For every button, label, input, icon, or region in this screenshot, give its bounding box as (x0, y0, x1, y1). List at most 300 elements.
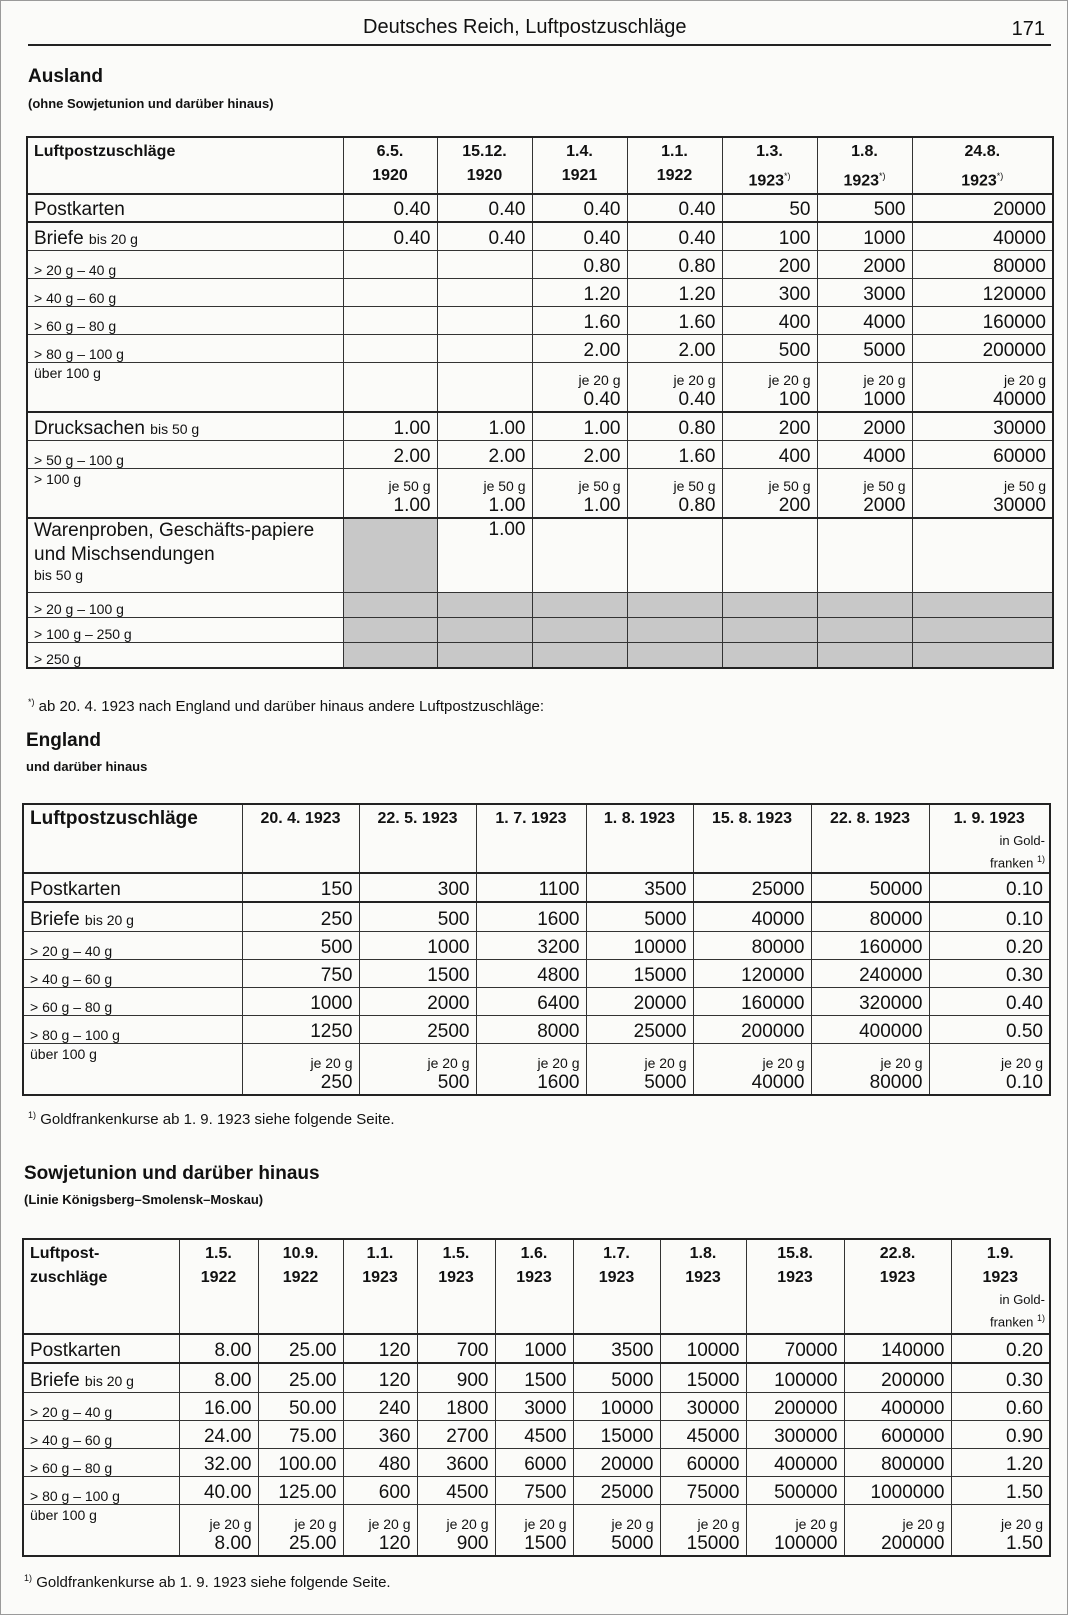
table-row (23, 987, 1050, 1015)
cell: 25000 (693, 873, 811, 902)
cell: 0.10 (929, 873, 1050, 902)
cell (437, 250, 532, 278)
cell: 1.00 (343, 412, 437, 440)
cell: je 20 g 25.00 (258, 1504, 343, 1556)
cell: 1.00 (437, 412, 532, 440)
running-header (28, 16, 1051, 46)
column-date: 1.8. 1923*) (817, 137, 912, 194)
cell: 10000 (586, 931, 693, 959)
column-date-gold: 1.9. 1923 in Gold- franken $^{1)}$ (951, 1239, 1050, 1334)
table-ausland (26, 136, 1054, 669)
cell: 500 (242, 931, 359, 959)
cell: je 20 g 1000 (817, 362, 912, 412)
column-date: 20. 4. 1923 (242, 804, 359, 873)
cell-shaded (722, 617, 817, 642)
cell: 240000 (811, 959, 929, 987)
cell: je 50 g 2000 (817, 468, 912, 518)
cell: 3000 (817, 278, 912, 306)
cell-shaded (627, 617, 722, 642)
cell: 10000 (573, 1392, 660, 1420)
cell: je 20 g 40000 (912, 362, 1053, 412)
cell: 1.60 (627, 440, 722, 468)
row-label: > 50 g – 100 g (27, 440, 343, 468)
cell-shaded (912, 617, 1053, 642)
cell-shaded (343, 592, 437, 617)
cell: 50000 (811, 873, 929, 902)
cell: je 20 g 200000 (844, 1504, 951, 1556)
column-date: 15.8. 1923 (746, 1239, 844, 1334)
cell: 240 (343, 1392, 417, 1420)
table-row (27, 194, 1053, 222)
cell: je 20 g 100000 (746, 1504, 844, 1556)
cell-shaded (343, 518, 437, 592)
cell: je 50 g 0.80 (627, 468, 722, 518)
cell: je 20 g 500 (359, 1043, 476, 1095)
cell: 0.40 (627, 222, 722, 250)
cell: je 20 g 0.10 (929, 1043, 1050, 1095)
cell (532, 518, 627, 592)
cell: 500 (359, 902, 476, 931)
cell: 1500 (359, 959, 476, 987)
row-label: > 250 g (27, 642, 343, 668)
table-row (27, 617, 1053, 642)
footnote-england: $^{1)}$ Goldfrankenkurse ab 1. 9. 1923 siehe folgende Seite. (28, 1110, 395, 1128)
row-label: > 20 g – 40 g (23, 931, 242, 959)
table-row (23, 931, 1050, 959)
cell: 200000 (844, 1363, 951, 1392)
table-row (23, 1043, 1050, 1095)
cell (343, 334, 437, 362)
cell: 0.20 (929, 931, 1050, 959)
cell: 25.00 (258, 1363, 343, 1392)
cell: 250 (242, 902, 359, 931)
table-row (27, 592, 1053, 617)
table-row (27, 518, 1053, 592)
cell: je 20 g 80000 (811, 1043, 929, 1095)
cell: 1000000 (844, 1476, 951, 1504)
cell: je 20 g 900 (417, 1504, 495, 1556)
table-row (23, 959, 1050, 987)
cell-shaded (627, 642, 722, 668)
cell: 15000 (586, 959, 693, 987)
table-row (27, 642, 1053, 668)
cell: 0.40 (532, 222, 627, 250)
row-label: Postkarten (23, 873, 242, 902)
cell: je 20 g 1600 (476, 1043, 586, 1095)
cell: 1.00 (437, 518, 532, 592)
cell: 800000 (844, 1448, 951, 1476)
cell-shaded (437, 642, 532, 668)
cell: 3500 (573, 1334, 660, 1363)
cell: 160000 (693, 987, 811, 1015)
table-england (22, 803, 1051, 1096)
cell: 100 (722, 222, 817, 250)
cell: 1250 (242, 1015, 359, 1043)
cell: 80000 (693, 931, 811, 959)
table-row (23, 873, 1050, 902)
cell (437, 362, 532, 412)
table-row (27, 222, 1053, 250)
cell: 4800 (476, 959, 586, 987)
cell: je 20 g 40000 (693, 1043, 811, 1095)
cell: 80000 (912, 250, 1053, 278)
section-heading-sowjet: Sowjetunion und darüber hinaus (24, 1163, 320, 1184)
column-date: 1.1. 1923 (343, 1239, 417, 1334)
cell: 60000 (912, 440, 1053, 468)
cell: 500000 (746, 1476, 844, 1504)
cell: je 20 g 0.40 (627, 362, 722, 412)
section-subheading-sowjet: (Linie Königsberg–Smolensk–Moskau) (24, 1192, 264, 1207)
cell: 2000 (817, 412, 912, 440)
cell: 7500 (495, 1476, 573, 1504)
table-row (27, 306, 1053, 334)
cell: 45000 (660, 1420, 746, 1448)
cell: 0.40 (437, 194, 532, 222)
cell: 1800 (417, 1392, 495, 1420)
cell: 8.00 (179, 1334, 258, 1363)
cell: 140000 (844, 1334, 951, 1363)
cell: 600000 (844, 1420, 951, 1448)
cell: 500 (722, 334, 817, 362)
cell: 0.80 (627, 250, 722, 278)
column-date: 22. 8. 1923 (811, 804, 929, 873)
cell: 2.00 (437, 440, 532, 468)
cell: 16.00 (179, 1392, 258, 1420)
cell: 1600 (476, 902, 586, 931)
cell: 400 (722, 306, 817, 334)
cell (722, 518, 817, 592)
column-date: 6.5. 1920 (343, 137, 437, 194)
row-label: Briefe bis 20 g (27, 222, 343, 250)
row-label: > 40 g – 60 g (27, 278, 343, 306)
cell: 400000 (746, 1448, 844, 1476)
cell-shaded (817, 592, 912, 617)
table-row (23, 1420, 1050, 1448)
cell: 25000 (586, 1015, 693, 1043)
cell: je 20 g 250 (242, 1043, 359, 1095)
cell: 50.00 (258, 1392, 343, 1420)
cell (817, 518, 912, 592)
cell-shaded (437, 592, 532, 617)
cell: 40000 (693, 902, 811, 931)
column-date: 1.1. 1922 (627, 137, 722, 194)
cell (343, 362, 437, 412)
cell: 2000 (359, 987, 476, 1015)
footnote-sowjet: $^{1)}$ Goldfrankenkurse ab 1. 9. 1923 siehe folgende Seite. (24, 1573, 391, 1591)
cell: 2.00 (532, 440, 627, 468)
cell: 60000 (660, 1448, 746, 1476)
cell: 0.40 (929, 987, 1050, 1015)
cell: 0.80 (627, 412, 722, 440)
cell: 600 (343, 1476, 417, 1504)
cell: 40000 (912, 222, 1053, 250)
cell-shaded (532, 617, 627, 642)
column-date: 1.3. 1923*) (722, 137, 817, 194)
row-label: über 100 g (23, 1504, 179, 1556)
cell: 15000 (573, 1420, 660, 1448)
cell: 6000 (495, 1448, 573, 1476)
section-subheading-england: und darüber hinaus (26, 759, 148, 774)
row-label: über 100 g (23, 1043, 242, 1095)
row-label: > 80 g – 100 g (23, 1476, 179, 1504)
table-row (23, 1448, 1050, 1476)
cell: 0.80 (532, 250, 627, 278)
cell: 200000 (912, 334, 1053, 362)
cell: 0.40 (343, 194, 437, 222)
cell: 5000 (586, 902, 693, 931)
cell: 1000 (817, 222, 912, 250)
cell: 0.40 (437, 222, 532, 250)
column-date: 15. 8. 1923 (693, 804, 811, 873)
cell: 120000 (912, 278, 1053, 306)
cell: je 20 g 120 (343, 1504, 417, 1556)
cell: 4000 (817, 306, 912, 334)
cell: 1100 (476, 873, 586, 902)
cell-shaded (817, 617, 912, 642)
page-title: Deutsches Reich, Luftpostzuschläge (363, 16, 687, 38)
row-label: > 20 g – 40 g (23, 1392, 179, 1420)
cell: 0.10 (929, 902, 1050, 931)
cell: 25000 (573, 1476, 660, 1504)
cell: 2.00 (627, 334, 722, 362)
column-date: 22.8. 1923 (844, 1239, 951, 1334)
cell: je 20 g 8.00 (179, 1504, 258, 1556)
cell: 2.00 (532, 334, 627, 362)
cell: 200000 (693, 1015, 811, 1043)
row-label: über 100 g (27, 362, 343, 412)
cell (437, 334, 532, 362)
cell: 0.30 (929, 959, 1050, 987)
cell: 0.40 (343, 222, 437, 250)
cell: je 50 g 1.00 (532, 468, 627, 518)
cell-shaded (912, 592, 1053, 617)
cell: 1.60 (627, 306, 722, 334)
cell: 0.90 (951, 1420, 1050, 1448)
cell: 1000 (359, 931, 476, 959)
cell-shaded (722, 642, 817, 668)
cell: 200 (722, 250, 817, 278)
cell: je 50 g 30000 (912, 468, 1053, 518)
table-header-row (27, 137, 1053, 194)
cell: 300 (359, 873, 476, 902)
cell: 3200 (476, 931, 586, 959)
row-label: Warenproben, Geschäfts-papiere und Mischsendungen bis 50 g (27, 518, 343, 592)
row-label: > 20 g – 40 g (27, 250, 343, 278)
column-date-gold: 1. 9. 1923 in Gold- franken $^{1)}$ (929, 804, 1050, 873)
column-date: 1.5. 1922 (179, 1239, 258, 1334)
cell: 1500 (495, 1363, 573, 1392)
column-label: Luftpostzuschläge (23, 804, 242, 873)
section-heading-ausland: Ausland (28, 66, 103, 87)
cell-shaded (343, 642, 437, 668)
column-date: 1.7. 1923 (573, 1239, 660, 1334)
column-date: 1.6. 1923 (495, 1239, 573, 1334)
column-date: 1. 8. 1923 (586, 804, 693, 873)
cell: 50 (722, 194, 817, 222)
table-row (27, 468, 1053, 518)
table-sowjet (22, 1238, 1051, 1557)
table-row (27, 440, 1053, 468)
cell: 2500 (359, 1015, 476, 1043)
row-label: > 60 g – 80 g (23, 987, 242, 1015)
section-subheading-ausland: (ohne Sowjetunion und darüber hinaus) (28, 96, 274, 111)
column-date: 22. 5. 1923 (359, 804, 476, 873)
table-row (23, 1363, 1050, 1392)
column-date: 1.8. 1923 (660, 1239, 746, 1334)
cell: 360 (343, 1420, 417, 1448)
cell: 6400 (476, 987, 586, 1015)
cell (343, 306, 437, 334)
table-row (27, 278, 1053, 306)
cell: 2000 (817, 250, 912, 278)
column-date: 1.4. 1921 (532, 137, 627, 194)
cell: 0.50 (929, 1015, 1050, 1043)
cell: 300 (722, 278, 817, 306)
column-date: 24.8. 1923*) (912, 137, 1053, 194)
column-date: 10.9. 1922 (258, 1239, 343, 1334)
column-date: 15.12. 1920 (437, 137, 532, 194)
cell: 8000 (476, 1015, 586, 1043)
cell: 1000 (495, 1334, 573, 1363)
cell (912, 518, 1053, 592)
cell: 750 (242, 959, 359, 987)
cell: 100000 (746, 1363, 844, 1392)
table-row (23, 1392, 1050, 1420)
cell: 125.00 (258, 1476, 343, 1504)
table-row (23, 1476, 1050, 1504)
row-label: > 80 g – 100 g (27, 334, 343, 362)
cell: 120 (343, 1363, 417, 1392)
cell-shaded (532, 592, 627, 617)
cell: je 20 g 1500 (495, 1504, 573, 1556)
row-label: > 40 g – 60 g (23, 959, 242, 987)
row-label: > 40 g – 60 g (23, 1420, 179, 1448)
row-label: > 100 g (27, 468, 343, 518)
cell: je 50 g 1.00 (343, 468, 437, 518)
table-row (23, 902, 1050, 931)
cell: 150 (242, 873, 359, 902)
column-date: 1.5. 1923 (417, 1239, 495, 1334)
cell: 900 (417, 1363, 495, 1392)
cell: 75.00 (258, 1420, 343, 1448)
cell: 0.20 (951, 1334, 1050, 1363)
page-number: 171 (1011, 18, 1045, 40)
cell: 1.20 (951, 1448, 1050, 1476)
cell: 40.00 (179, 1476, 258, 1504)
section-heading-england: England (26, 730, 101, 751)
cell: 70000 (746, 1334, 844, 1363)
cell: 500 (817, 194, 912, 222)
cell: 4000 (817, 440, 912, 468)
cell: je 20 g 0.40 (532, 362, 627, 412)
row-label: > 60 g – 80 g (27, 306, 343, 334)
cell: 2.00 (343, 440, 437, 468)
cell (343, 250, 437, 278)
cell: 200 (722, 412, 817, 440)
cell-shaded (532, 642, 627, 668)
table-row (27, 412, 1053, 440)
cell: 32.00 (179, 1448, 258, 1476)
cell: 200000 (746, 1392, 844, 1420)
cell: 1.60 (532, 306, 627, 334)
row-label: Postkarten (23, 1334, 179, 1363)
cell: 5000 (817, 334, 912, 362)
row-label: Drucksachen bis 50 g (27, 412, 343, 440)
cell-shaded (722, 592, 817, 617)
row-label: Briefe bis 20 g (23, 1363, 179, 1392)
row-label: > 60 g – 80 g (23, 1448, 179, 1476)
cell: 160000 (811, 931, 929, 959)
cell: 3000 (495, 1392, 573, 1420)
cell: 400000 (844, 1392, 951, 1420)
cell-shaded (343, 617, 437, 642)
cell: 160000 (912, 306, 1053, 334)
cell: je 20 g 5000 (586, 1043, 693, 1095)
cell: 0.30 (951, 1363, 1050, 1392)
cell: 700 (417, 1334, 495, 1363)
cell: 0.40 (627, 194, 722, 222)
cell: 0.60 (951, 1392, 1050, 1420)
cell: 3500 (586, 873, 693, 902)
cell: 300000 (746, 1420, 844, 1448)
cell: 20000 (573, 1448, 660, 1476)
table-row (23, 1504, 1050, 1556)
cell: 120000 (693, 959, 811, 987)
cell: je 50 g 1.00 (437, 468, 532, 518)
cell: 100.00 (258, 1448, 343, 1476)
cell: 15000 (660, 1363, 746, 1392)
table-row (23, 1015, 1050, 1043)
cell: 20000 (912, 194, 1053, 222)
row-label: > 80 g – 100 g (23, 1015, 242, 1043)
cell: 20000 (586, 987, 693, 1015)
cell: 8.00 (179, 1363, 258, 1392)
table-header-row (23, 1239, 1050, 1334)
cell: 10000 (660, 1334, 746, 1363)
row-label: > 20 g – 100 g (27, 592, 343, 617)
row-label: Briefe bis 20 g (23, 902, 242, 931)
table-row (27, 250, 1053, 278)
cell: 1.20 (532, 278, 627, 306)
table-row (27, 362, 1053, 412)
cell (437, 278, 532, 306)
cell: 75000 (660, 1476, 746, 1504)
cell: 2700 (417, 1420, 495, 1448)
cell: je 20 g 100 (722, 362, 817, 412)
cell: 320000 (811, 987, 929, 1015)
cell: 120 (343, 1334, 417, 1363)
cell-shaded (912, 642, 1053, 668)
row-label: Postkarten (27, 194, 343, 222)
cell: je 50 g 200 (722, 468, 817, 518)
cell: 30000 (660, 1392, 746, 1420)
column-date: 1. 7. 1923 (476, 804, 586, 873)
cell: 400 (722, 440, 817, 468)
column-label: Luftpost- zuschläge (23, 1239, 179, 1334)
cell: je 20 g 1.50 (951, 1504, 1050, 1556)
table-row (23, 1334, 1050, 1363)
cell: 3600 (417, 1448, 495, 1476)
cell: 400000 (811, 1015, 929, 1043)
cell: je 20 g 15000 (660, 1504, 746, 1556)
cell: 1000 (242, 987, 359, 1015)
cell: 25.00 (258, 1334, 343, 1363)
row-label: > 100 g – 250 g (27, 617, 343, 642)
cell-shaded (817, 642, 912, 668)
footnote-ausland: *) ab 20. 4. 1923 nach England und darüber hinaus andere Luftpostzuschläge: (28, 697, 545, 715)
cell: 5000 (573, 1363, 660, 1392)
cell-shaded (437, 617, 532, 642)
